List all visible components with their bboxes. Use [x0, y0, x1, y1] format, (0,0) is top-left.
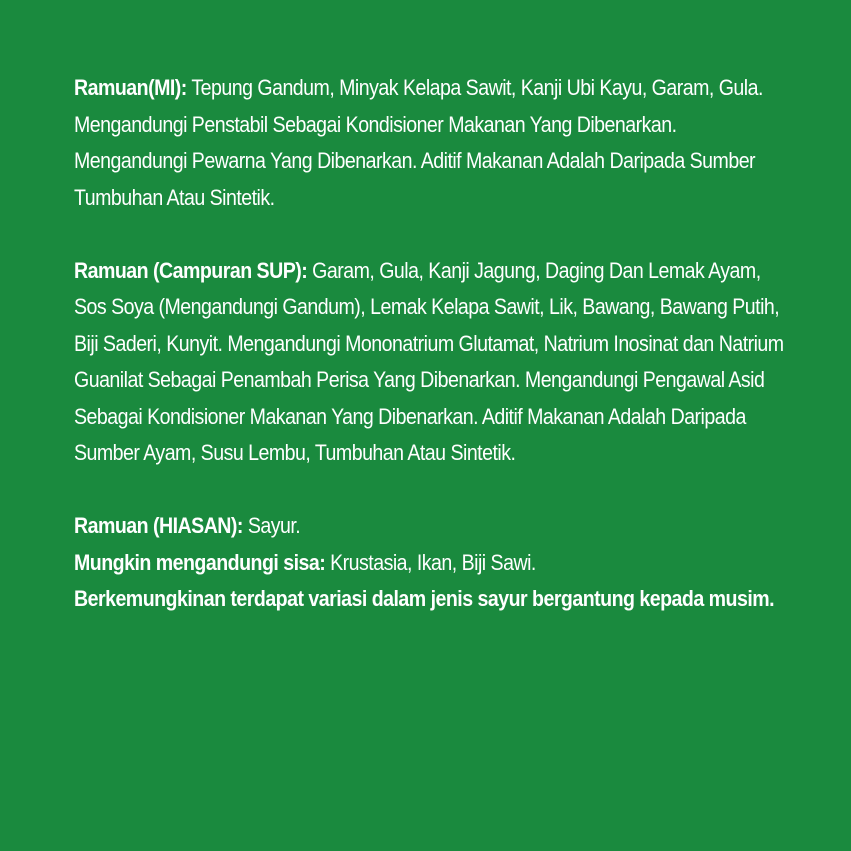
spacer: [74, 216, 789, 253]
ingredients-hiasan: [74, 508, 789, 545]
ingredients-hiasan-text: Sayur.: [242, 513, 301, 538]
ingredients-mi-label: Ramuan(MI):: [74, 75, 187, 100]
ingredients-mi-text: Tepung Gandum, Minyak Kelapa Sawit, Kanji Ubi Kayu, Garam, Gula. Mengandungi Penstabil Sebagai Kondisioner Makanan Yang Dibenarkan. Mengandungi Pewarna Yang Dibenarkan. Aditif Makanan Adalah Daripada Sumber Tumbuhan Atau Sintetik.: [74, 75, 763, 210]
ingredients-content: [74, 70, 789, 618]
allergen-label: Mungkin mengandungi sisa:: [74, 549, 326, 575]
ingredients-hiasan-label: Ramuan (HIASAN):: [74, 513, 243, 538]
ingredients-mi: [74, 70, 789, 216]
allergen-text: Krustasia, Ikan, Biji Sawi.: [325, 549, 536, 575]
ingredients-sup-label: Ramuan (Campuran SUP):: [74, 257, 308, 283]
variation-note: Berkemungkinan terdapat variasi dalam jenis sayur bergantung kepada musim.: [74, 586, 775, 611]
ingredients-sup-text: Garam, Gula, Kanji Jagung, Daging Dan Lemak Ayam, Sos Soya (Mengandungi Gandum), Lemak Kelapa Sawit, Lik, Bawang, Bawang Putih, Biji Saderi, Kunyit. Mengandungi Mononatrium Glutamat, Natrium Inosinat dan Natrium Guanilat Sebagai Penambah Perisa Yang Dibenarkan. Mengandungi Pengawal Asid Sebagai Kondisioner Makanan Yang Dibenarkan. Aditif Makanan Adalah Daripada Sumber Ayam, Susu Lembu, Tumbuhan Atau Sintetik.: [74, 257, 784, 465]
spacer: [74, 472, 789, 509]
allergen-statement: [74, 545, 789, 582]
ingredients-sup: [74, 253, 789, 472]
